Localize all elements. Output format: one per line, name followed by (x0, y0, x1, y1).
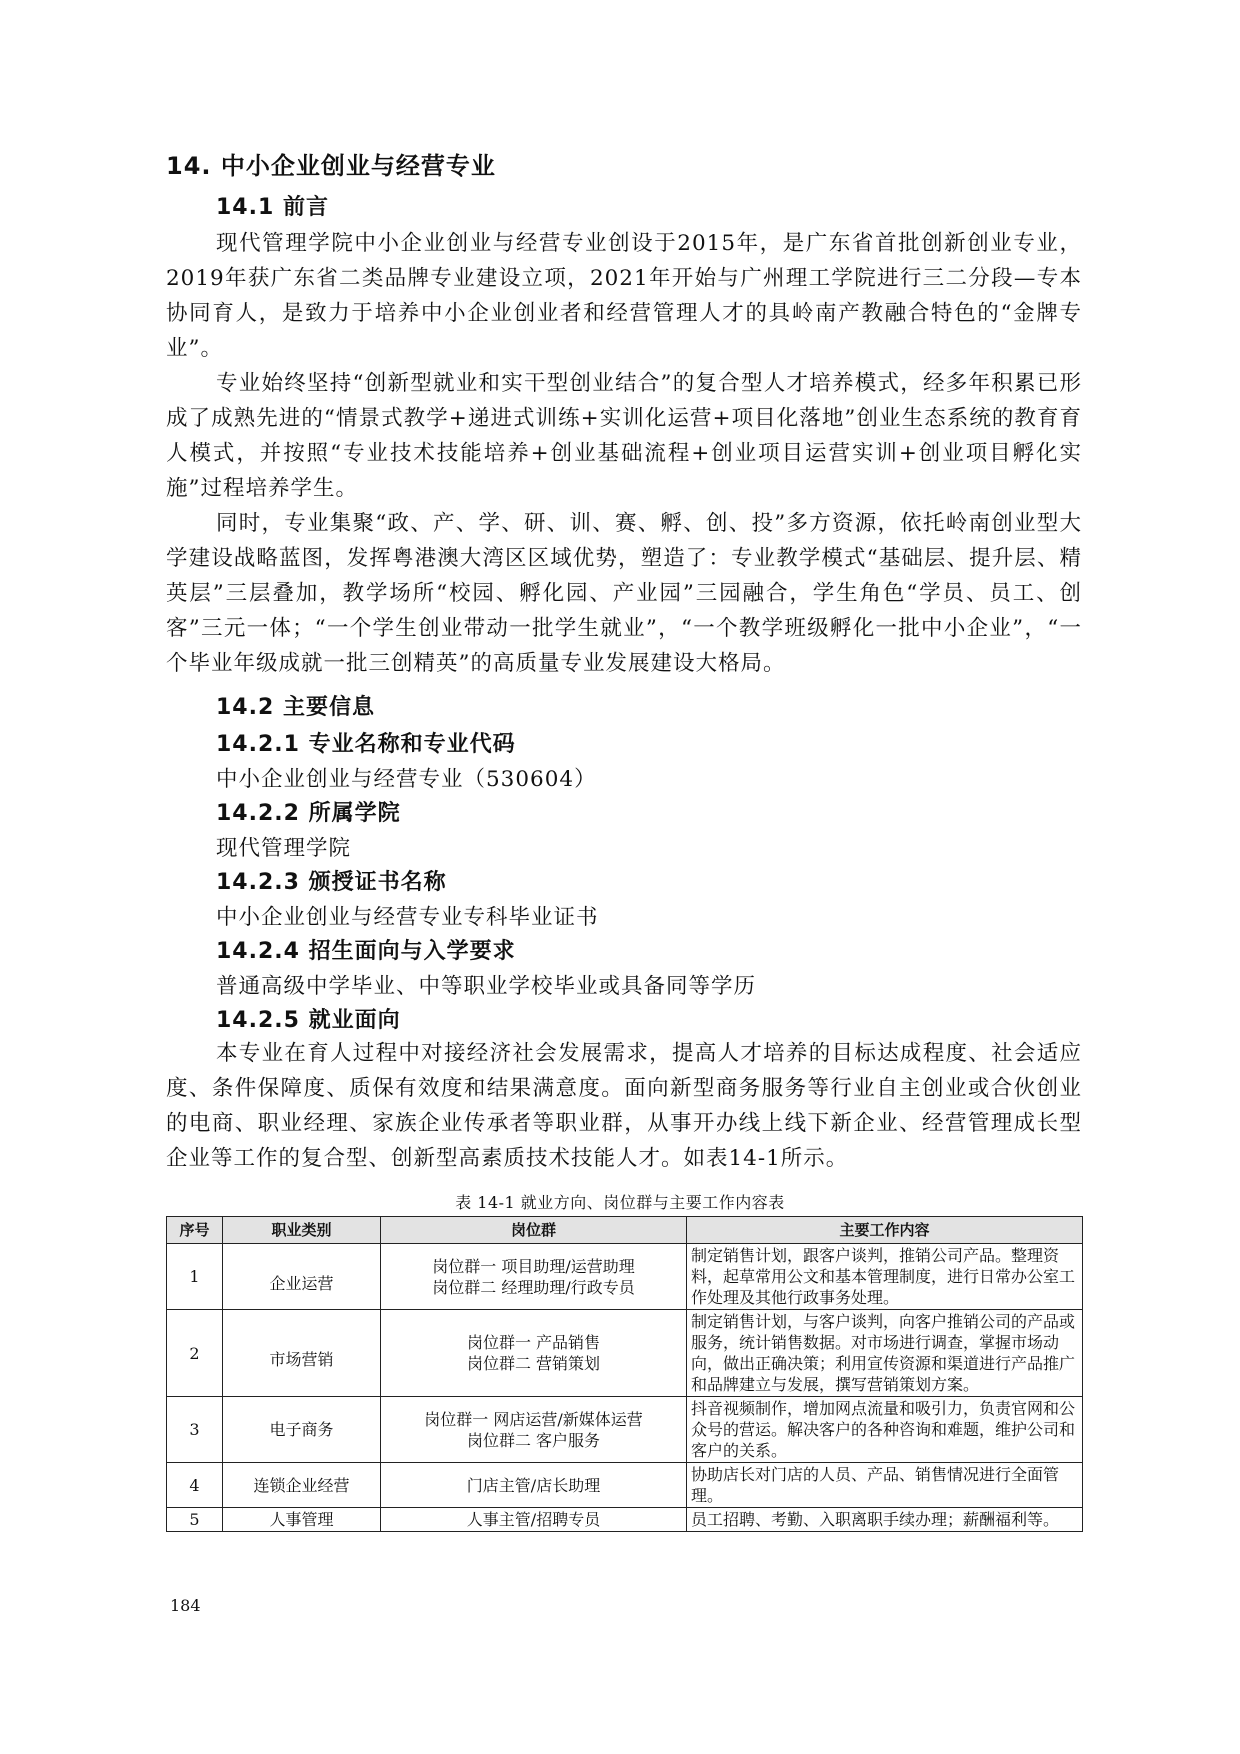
admission-requirement: 普通高级中学毕业、中等职业学校毕业或具备同等学历 (216, 974, 757, 999)
employment-paragraph: 本专业在育人过程中对接经济社会发展需求，提高人才培养的目标达成程度、社会适应度、条件保障度、质保有效度和结果满意度。面向新型商务服务等行业自主创业或合伙创业的电商、职业经理、家族企业传承者等职业群，从事开办线上线下新企业、经营管理成长型企业等工作的复合型、创新型高素质技术技能人才。如表14-1所示。 (166, 1041, 1082, 1171)
subsection-heading-certificate: 14.2.3 颁授证书名称 (216, 870, 447, 895)
row-content: 员工招聘、考勤、入职离职手续办理；薪酬福利等。 (687, 1508, 1083, 1532)
row-positions (381, 1244, 687, 1310)
subsection-heading-college: 14.2.2 所属学院 (216, 801, 401, 826)
table-row (167, 1508, 1083, 1532)
position-line: 岗位群一 产品销售 (466, 1333, 601, 1352)
row-category: 连锁企业经营 (223, 1463, 381, 1508)
position-line: 人事主管/招聘专员 (466, 1510, 601, 1529)
foreword-paragraph-1: 现代管理学院中小企业创业与经营专业创设于2015年，是广东省首批创新创业专业，2019年获广东省二类品牌专业建设立项，2021年开始与广州理工学院进行三二分段—专本协同育人，是致力于培养中小企业创业者和经营管理人才的具岭南产教融合特色的“金牌专业”。 (166, 231, 1082, 361)
table-row (167, 1397, 1083, 1463)
header-category: 职业类别 (223, 1217, 381, 1244)
table-header-row (167, 1217, 1083, 1244)
subsection-heading-employment: 14.2.5 就业面向 (216, 1008, 401, 1033)
section-heading-foreword: 14.1 前言 (216, 195, 329, 220)
table-row (167, 1463, 1083, 1508)
row-no: 1 (167, 1244, 223, 1310)
header-no: 序号 (167, 1217, 223, 1244)
certificate-name: 中小企业创业与经营专业专科毕业证书 (216, 905, 599, 930)
row-content: 协助店长对门店的人员、产品、销售情况进行全面管理。 (687, 1463, 1083, 1508)
college-name: 现代管理学院 (216, 836, 352, 861)
major-name-code: 中小企业创业与经营专业（530604） (216, 767, 597, 792)
row-no: 4 (167, 1463, 223, 1508)
row-content: 制定销售计划，与客户谈判，向客户推销公司的产品或服务，统计销售数据。对市场进行调查，掌握市场动向，做出正确决策；利用宣传资源和渠道进行产品推广和品牌建立与发展，撰写营销策划方案。 (687, 1310, 1083, 1397)
row-no: 5 (167, 1508, 223, 1532)
row-content: 抖音视频制作，增加网点流量和吸引力，负责官网和公众号的营运。解决客户的各种咨询和难题，维护公司和客户的关系。 (687, 1397, 1083, 1463)
header-positions: 岗位群 (381, 1217, 687, 1244)
table-row (167, 1310, 1083, 1397)
row-positions (381, 1508, 687, 1532)
row-category: 人事管理 (223, 1508, 381, 1532)
section-heading-main-info: 14.2 主要信息 (216, 695, 375, 720)
employment-table (166, 1216, 1083, 1532)
page-number: 184 (170, 1596, 201, 1615)
row-category: 电子商务 (223, 1397, 381, 1463)
position-line: 岗位群二 客户服务 (466, 1430, 601, 1450)
subsection-heading-admission: 14.2.4 招生面向与入学要求 (216, 939, 516, 964)
table-row (167, 1244, 1083, 1310)
foreword-paragraph-3: 同时，专业集聚“政、产、学、研、训、赛、孵、创、投”多方资源，依托岭南创业型大学建设战略蓝图，发挥粤港澳大湾区区域优势，塑造了：专业教学模式“基础层、提升层、精英层”三层叠加，教学场所“校园、孵化园、产业园”三园融合，学生角色“学员、员工、创客”三元一体；“一个学生创业带动一批学生就业”，“一个教学班级孵化一批中小企业”，“一个毕业年级成就一批三创精英”的高质量专业发展建设大格局。 (166, 511, 1082, 676)
row-category: 企业运营 (223, 1244, 381, 1310)
row-positions (381, 1397, 687, 1463)
position-line: 岗位群一 项目助理/运营助理 (432, 1256, 635, 1276)
position-line: 岗位群二 营销策划 (466, 1354, 601, 1373)
row-no: 2 (167, 1310, 223, 1397)
row-positions (381, 1310, 687, 1397)
header-content: 主要工作内容 (687, 1217, 1083, 1244)
row-positions (381, 1463, 687, 1508)
position-line: 岗位群一 网店运营/新媒体运营 (424, 1409, 643, 1429)
subsection-heading-major-code: 14.2.1 专业名称和专业代码 (216, 732, 516, 757)
chapter-heading: 14. 中小企业创业与经营专业 (166, 152, 496, 180)
row-content: 制定销售计划，跟客户谈判，推销公司产品。整理资料，起草常用公文和基本管理制度，进行日常办公室工作处理及其他行政事务处理。 (687, 1244, 1083, 1310)
position-line: 岗位群二 经理助理/行政专员 (432, 1277, 635, 1297)
position-line: 门店主管/店长助理 (466, 1475, 601, 1495)
row-category: 市场营销 (223, 1310, 381, 1397)
table-caption: 表 14-1 就业方向、岗位群与主要工作内容表 (455, 1193, 785, 1212)
foreword-paragraph-2: 专业始终坚持“创新型就业和实干型创业结合”的复合型人才培养模式，经多年积累已形成了成熟先进的“情景式教学+递进式训练+实训化运营+项目化落地”创业生态系统的教育育人模式，并按照“专业技术技能培养+创业基础流程+创业项目运营实训+创业项目孵化实施”过程培养学生。 (166, 371, 1082, 501)
row-no: 3 (167, 1397, 223, 1463)
